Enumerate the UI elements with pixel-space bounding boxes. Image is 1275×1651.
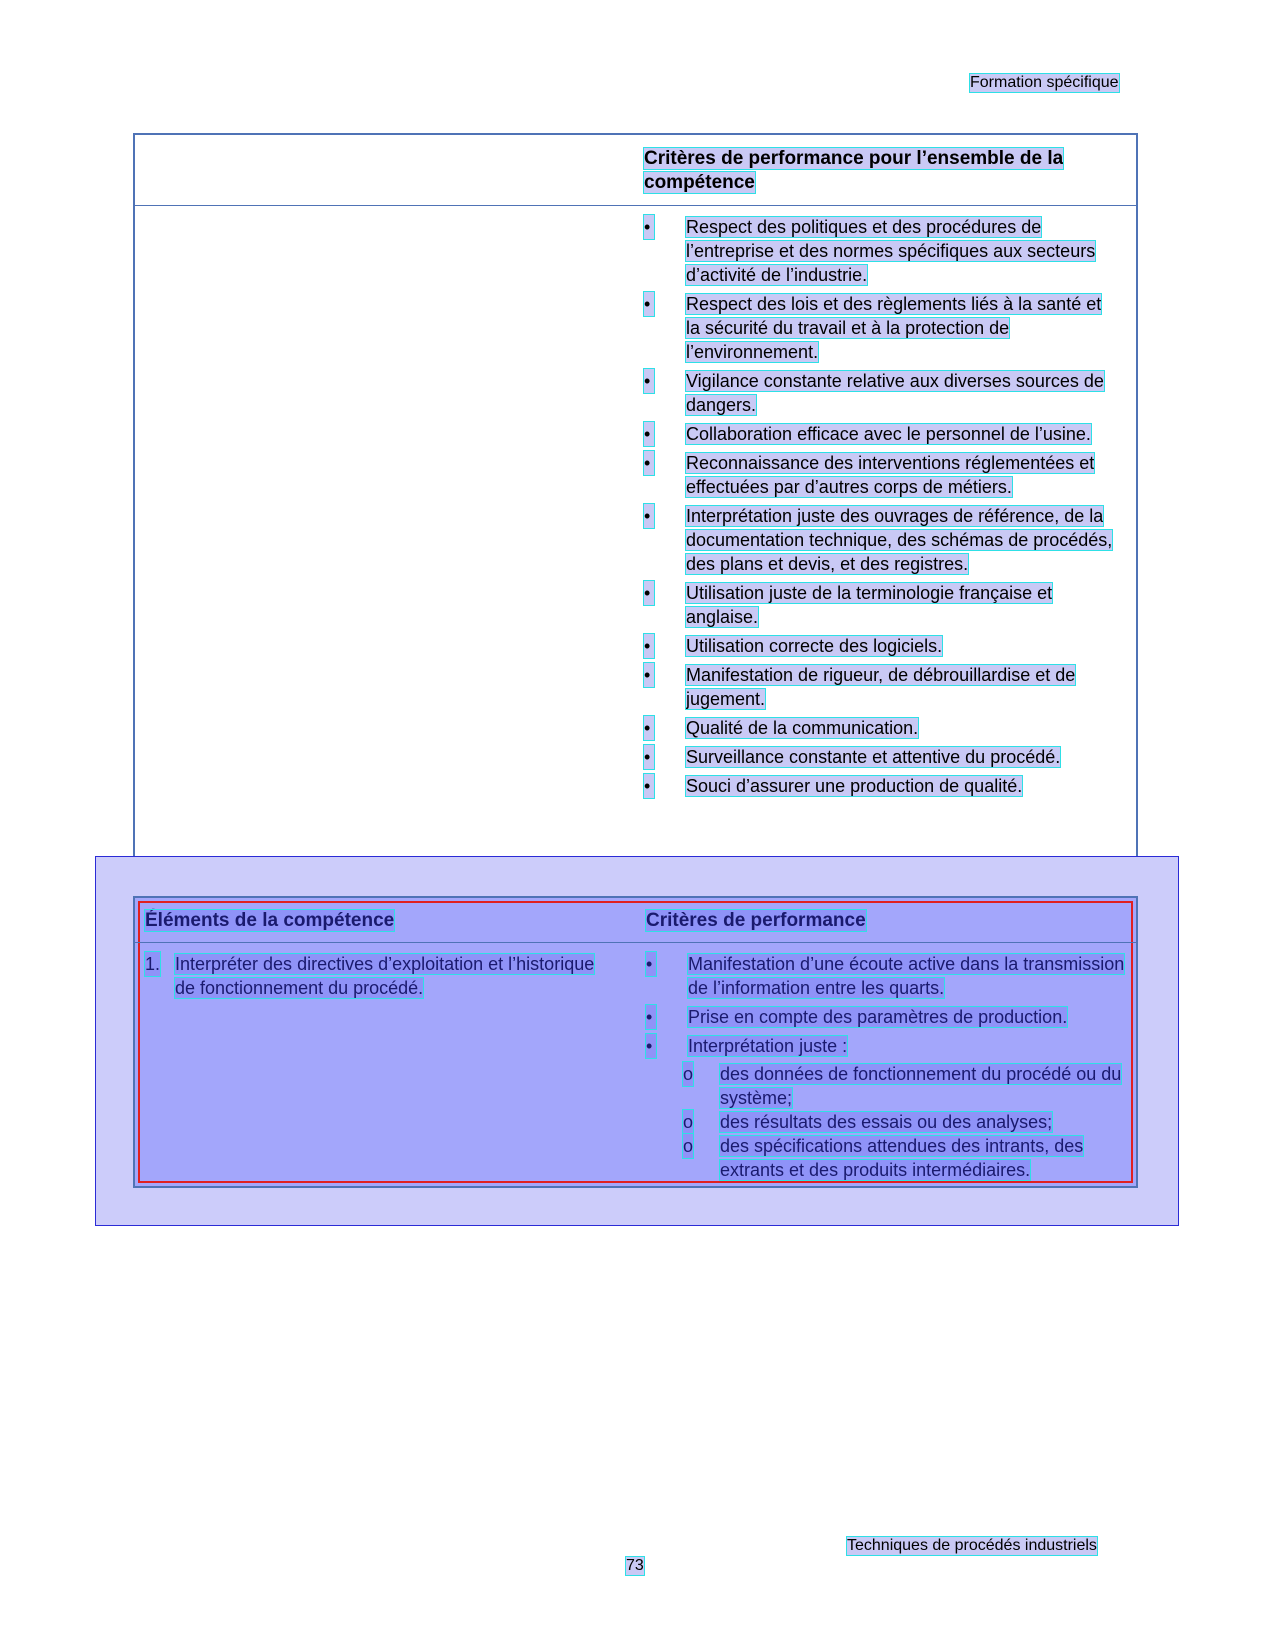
element-text: Interpréter des directives d’exploitation et l’historique de fonctionnement du procédé.: [175, 954, 595, 998]
list-item: • Manifestation d’une écoute active dans la transmission de l’information entre les quarts.: [646, 954, 1125, 998]
overall-criteria-list: [644, 215, 1114, 803]
sub-criteria-list: [683, 1062, 1126, 1182]
bullet-icon: •: [646, 952, 656, 976]
sub-list-item: o des spécifications attendues des intrants, des extrants et des produits intermédiaires.: [683, 1136, 1084, 1180]
overall-criteria-table: [133, 133, 1138, 877]
list-item: • Collaboration efficace avec le personnel de l’usine.: [644, 424, 1091, 444]
page-header-title: Formation spécifique: [970, 74, 1119, 91]
bullet-icon: •: [646, 1034, 656, 1058]
page-number: 73: [626, 1557, 644, 1574]
bullet-icon: •: [644, 634, 654, 658]
sub-bullet-icon: o: [683, 1136, 694, 1156]
overall-criteria-header-row: [135, 135, 1136, 206]
list-item: • Surveillance constante et attentive du procédé.: [644, 747, 1061, 767]
bullet-icon: •: [644, 716, 654, 740]
bullet-icon: •: [644, 774, 654, 798]
list-item: • Utilisation correcte des logiciels.: [644, 636, 943, 656]
bullet-icon: •: [644, 422, 654, 446]
sub-bullet-icon: o: [683, 1112, 694, 1132]
element-number: 1.: [145, 954, 161, 974]
bullet-icon: •: [644, 745, 654, 769]
list-item: • Interprétation juste : o des données de fonctionnement du procédé ou du système; o des résultats des essais ou des analyses; o des spécifications attendues des intrants, des extrants et des produits intermédiaires.: [646, 1034, 1126, 1182]
sub-bullet-icon: o: [683, 1064, 694, 1084]
list-item: • Qualité de la communication.: [644, 718, 919, 738]
bullet-icon: •: [644, 451, 654, 475]
list-item: • Manifestation de rigueur, de débrouillardise et de jugement.: [644, 665, 1076, 709]
element-criteria-list: [646, 952, 1126, 1187]
bullet-icon: •: [644, 369, 654, 393]
page-footer-title: Techniques de procédés industriels: [847, 1537, 1097, 1554]
list-item: • Reconnaissance des interventions réglementées et effectuées par d’autres corps de métiers.: [644, 453, 1095, 497]
list-item: • Vigilance constante relative aux diverses sources de dangers.: [644, 371, 1104, 415]
bullet-icon: •: [646, 1005, 656, 1029]
list-item: • Souci d’assurer une production de qualité.: [644, 776, 1023, 796]
list-item: • Respect des politiques et des procédures de l’entreprise et des normes spécifiques aux secteurs d’activité de l’industrie.: [644, 217, 1096, 285]
list-item: • Utilisation juste de la terminologie française et anglaise.: [644, 583, 1053, 627]
bullet-icon: •: [644, 292, 654, 316]
competence-elements-header-row: [135, 898, 1136, 943]
list-item: • Respect des lois et des règlements liés à la santé et la sécurité du travail et à la protection de l’environnement.: [644, 294, 1102, 362]
bullet-icon: •: [644, 504, 654, 528]
sub-list-item: o des données de fonctionnement du procédé ou du système;: [683, 1064, 1122, 1108]
bullet-icon: •: [644, 581, 654, 605]
bullet-icon: •: [644, 215, 654, 239]
list-item: • Interprétation juste des ouvrages de référence, de la documentation technique, des schémas de procédés, des plans et devis, et des registres.: [644, 506, 1113, 574]
overall-criteria-heading: Critères de performance pour l’ensemble de la compétence: [644, 148, 1064, 193]
competence-elements-table: [133, 896, 1138, 1188]
elements-column-heading: Éléments de la compétence: [145, 910, 395, 931]
criteria-column-heading: Critères de performance: [646, 910, 866, 931]
sub-list-item: o des résultats des essais ou des analyses;: [683, 1112, 1053, 1132]
bullet-icon: •: [644, 663, 654, 687]
list-item: • Prise en compte des paramètres de production.: [646, 1007, 1068, 1027]
